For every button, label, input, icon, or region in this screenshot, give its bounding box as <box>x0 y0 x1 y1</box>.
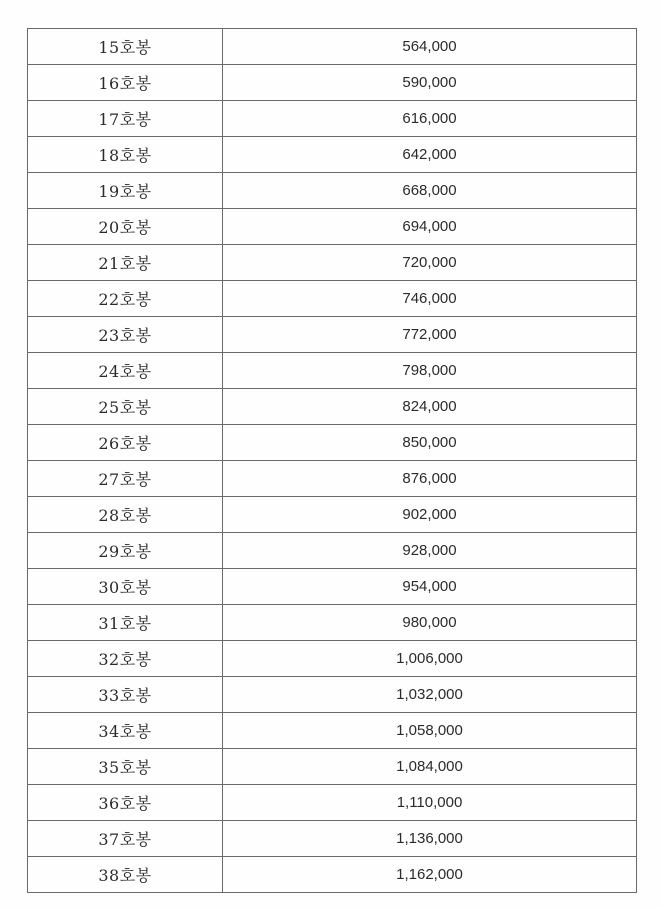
grade-cell: 23호봉 <box>28 317 223 353</box>
table-row <box>28 137 637 173</box>
grade-cell: 24호봉 <box>28 353 223 389</box>
table-row <box>28 785 637 821</box>
grade-cell: 26호봉 <box>28 425 223 461</box>
table-row <box>28 101 637 137</box>
grade-cell: 31호봉 <box>28 605 223 641</box>
amount-cell: 564,000 <box>223 29 637 65</box>
amount-cell: 824,000 <box>223 389 637 425</box>
grade-cell: 29호봉 <box>28 533 223 569</box>
grade-cell: 20호봉 <box>28 209 223 245</box>
grade-cell: 34호봉 <box>28 713 223 749</box>
amount-cell: 772,000 <box>223 317 637 353</box>
amount-cell: 746,000 <box>223 281 637 317</box>
amount-cell: 1,084,000 <box>223 749 637 785</box>
table-row <box>28 29 637 65</box>
amount-cell: 902,000 <box>223 497 637 533</box>
table-row <box>28 389 637 425</box>
grade-cell: 37호봉 <box>28 821 223 857</box>
amount-cell: 876,000 <box>223 461 637 497</box>
amount-cell: 1,136,000 <box>223 821 637 857</box>
grade-cell: 33호봉 <box>28 677 223 713</box>
amount-cell: 1,006,000 <box>223 641 637 677</box>
amount-cell: 720,000 <box>223 245 637 281</box>
table-row <box>28 569 637 605</box>
pay-grade-table <box>27 28 637 893</box>
table-row <box>28 821 637 857</box>
amount-cell: 954,000 <box>223 569 637 605</box>
table-row <box>28 281 637 317</box>
amount-cell: 694,000 <box>223 209 637 245</box>
grade-cell: 32호봉 <box>28 641 223 677</box>
table-row <box>28 497 637 533</box>
grade-cell: 27호봉 <box>28 461 223 497</box>
table-row <box>28 65 637 101</box>
table-row <box>28 425 637 461</box>
table-row <box>28 605 637 641</box>
grade-cell: 17호봉 <box>28 101 223 137</box>
amount-cell: 980,000 <box>223 605 637 641</box>
grade-cell: 35호봉 <box>28 749 223 785</box>
amount-cell: 616,000 <box>223 101 637 137</box>
amount-cell: 642,000 <box>223 137 637 173</box>
grade-cell: 36호봉 <box>28 785 223 821</box>
table-row <box>28 713 637 749</box>
amount-cell: 668,000 <box>223 173 637 209</box>
amount-cell: 850,000 <box>223 425 637 461</box>
grade-cell: 16호봉 <box>28 65 223 101</box>
amount-cell: 590,000 <box>223 65 637 101</box>
table-row <box>28 749 637 785</box>
amount-cell: 928,000 <box>223 533 637 569</box>
table-row <box>28 353 637 389</box>
table-row <box>28 533 637 569</box>
table-row <box>28 461 637 497</box>
grade-cell: 25호봉 <box>28 389 223 425</box>
amount-cell: 798,000 <box>223 353 637 389</box>
table-row <box>28 677 637 713</box>
amount-cell: 1,058,000 <box>223 713 637 749</box>
grade-cell: 38호봉 <box>28 857 223 893</box>
table-row <box>28 857 637 893</box>
table-row <box>28 245 637 281</box>
table-row <box>28 317 637 353</box>
grade-cell: 19호봉 <box>28 173 223 209</box>
table-row <box>28 173 637 209</box>
grade-cell: 21호봉 <box>28 245 223 281</box>
amount-cell: 1,032,000 <box>223 677 637 713</box>
amount-cell: 1,162,000 <box>223 857 637 893</box>
grade-cell: 28호봉 <box>28 497 223 533</box>
table-body <box>28 29 637 893</box>
table-row <box>28 641 637 677</box>
table-row <box>28 209 637 245</box>
grade-cell: 15호봉 <box>28 29 223 65</box>
amount-cell: 1,110,000 <box>223 785 637 821</box>
grade-cell: 30호봉 <box>28 569 223 605</box>
grade-cell: 22호봉 <box>28 281 223 317</box>
grade-cell: 18호봉 <box>28 137 223 173</box>
